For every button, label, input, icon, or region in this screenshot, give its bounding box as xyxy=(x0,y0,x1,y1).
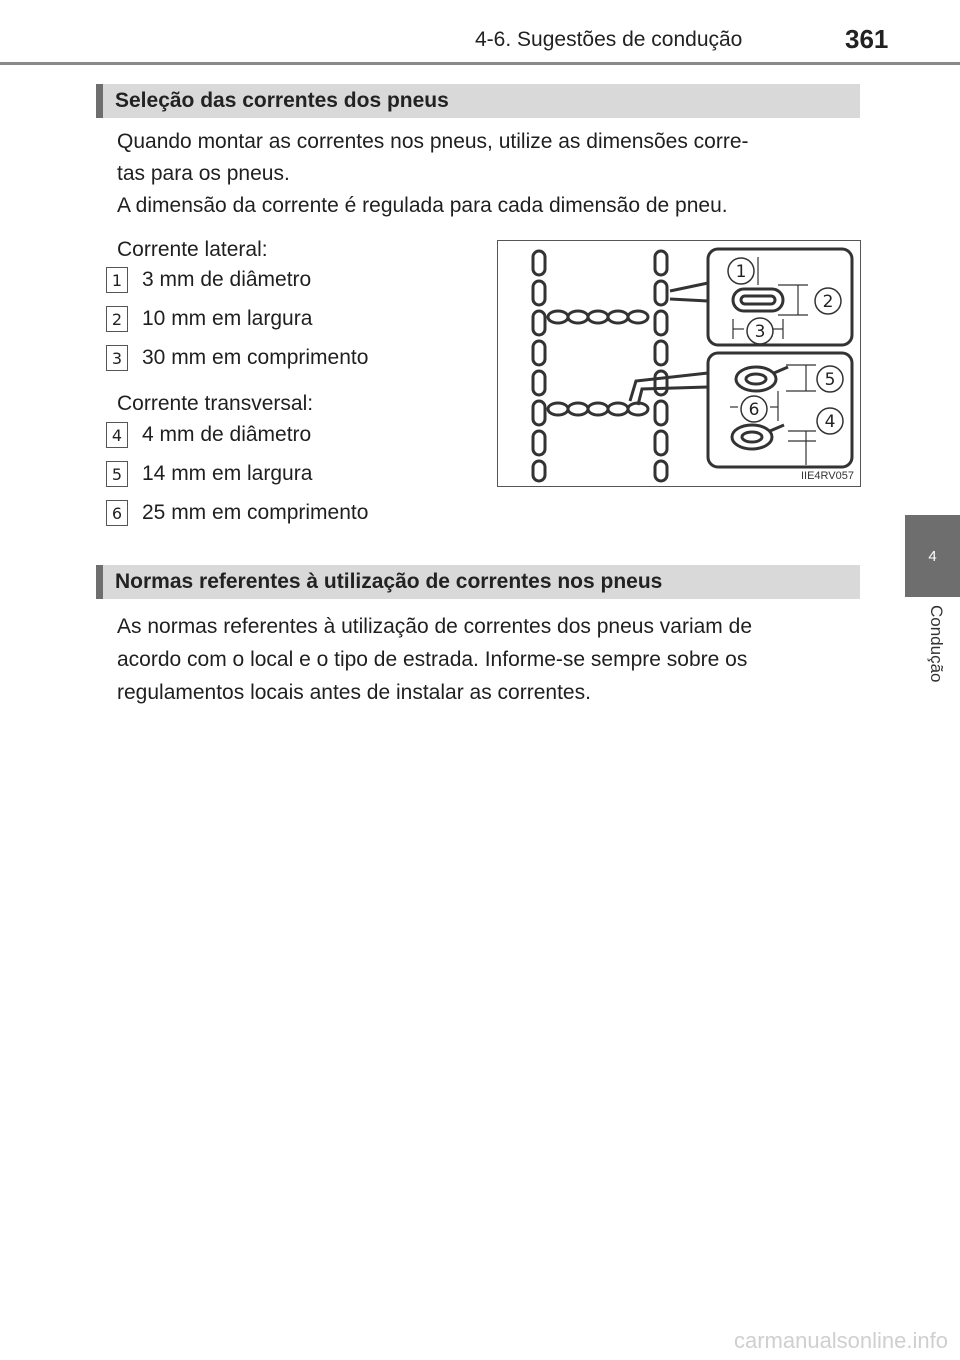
header-rule xyxy=(0,62,960,65)
spec-number: 5 xyxy=(106,461,128,487)
spec-row xyxy=(106,305,312,333)
intro-line-1: Quando montar as correntes nos pneus, utilize as dimensões corre- xyxy=(117,130,749,153)
section-title-text: Normas referentes à utilização de correntes nos pneus xyxy=(115,570,663,593)
callout-label: 2 xyxy=(822,292,834,312)
regulations-paragraph xyxy=(117,610,855,709)
side-chain-label: Corrente lateral: xyxy=(117,238,268,261)
spec-row xyxy=(106,499,368,527)
regulations-line-2: acordo com o local e o tipo de estrada. Informe-se sempre sobre os xyxy=(117,648,748,671)
spec-text: 3 mm de diâmetro xyxy=(142,268,312,291)
spec-row xyxy=(106,460,312,488)
section-title-chain-selection xyxy=(96,84,860,118)
callout-label: 3 xyxy=(754,322,766,342)
callout-label: 6 xyxy=(748,400,760,420)
tire-chain-figure xyxy=(497,240,861,487)
spec-row xyxy=(106,266,311,294)
cross-chain-label: Corrente transversal: xyxy=(117,392,314,415)
spec-number: 3 xyxy=(106,345,128,371)
spec-number: 1 xyxy=(106,267,128,293)
spec-text: 14 mm em largura xyxy=(142,462,313,485)
intro-paragraph xyxy=(117,126,855,222)
chapter-label: Condução xyxy=(927,605,946,683)
spec-row xyxy=(106,421,311,449)
chapter-number: 4 xyxy=(928,547,937,565)
spec-text: 30 mm em comprimento xyxy=(142,346,369,369)
header-section-title: 4-6. Sugestões de condução xyxy=(475,28,743,51)
figure-code: IIE4RV057 xyxy=(800,470,854,482)
chapter-tab xyxy=(905,515,960,597)
section-title-regulations xyxy=(96,565,860,599)
callout-label: 1 xyxy=(735,262,747,282)
intro-line-3: A dimensão da corrente é regulada para cada dimensão de pneu. xyxy=(117,194,728,217)
callout-label: 4 xyxy=(824,412,836,432)
regulations-line-3: regulamentos locais antes de instalar as correntes. xyxy=(117,681,591,704)
spec-text: 4 mm de diâmetro xyxy=(142,423,312,446)
page-number: 361 xyxy=(845,24,889,54)
callout-label: 5 xyxy=(824,370,836,390)
spec-number: 4 xyxy=(106,422,128,448)
spec-row xyxy=(106,344,368,372)
spec-number: 2 xyxy=(106,306,128,332)
spec-number: 6 xyxy=(106,500,128,526)
section-title-text: Seleção das correntes dos pneus xyxy=(115,89,449,112)
spec-text: 25 mm em comprimento xyxy=(142,501,369,524)
tire-chain-illustration xyxy=(498,241,860,486)
spec-text: 10 mm em largura xyxy=(142,307,313,330)
regulations-line-1: As normas referentes à utilização de correntes dos pneus variam de xyxy=(117,615,752,638)
footer-watermark: carmanualsonline.info xyxy=(733,1328,948,1353)
intro-line-2: tas para os pneus. xyxy=(117,162,290,185)
